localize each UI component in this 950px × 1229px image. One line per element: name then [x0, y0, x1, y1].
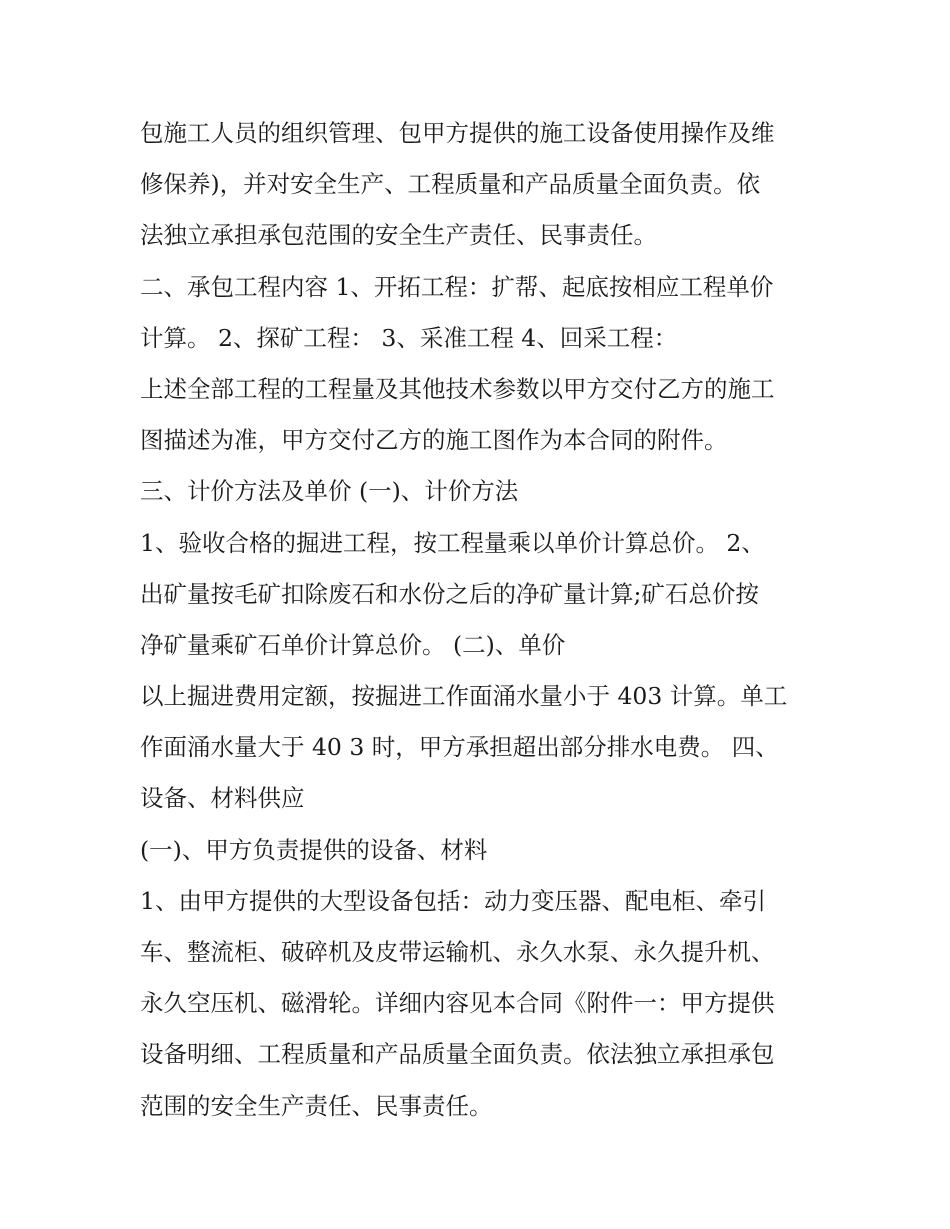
text-line-7: 图描述为准，甲方交付乙方的施工图作为本合同的附件。 [140, 426, 728, 455]
text-line-13: 作面涌水量大于 40 3 时，甲方承担超出部分排水电费。 四、 [140, 733, 779, 762]
text-line-5: 计算。 2、探矿工程： 3、采准工程 4、回采工程： [140, 323, 678, 352]
text-line-19: 设备明细、工程质量和产品质量全面负责。依法独立承担承包 [140, 1040, 775, 1069]
text-line-15: (一)、甲方负责提供的设备、材料 [140, 835, 488, 864]
text-line-18: 永久空压机、磁滑轮。详细内容见本合同《附件一：甲方提供 [140, 989, 775, 1018]
text-line-16: 1、由甲方提供的大型设备包括：动力变压器、配电柜、牵引 [140, 886, 766, 915]
text-line-8: 三、计价方法及单价 (一)、计价方法 [140, 477, 519, 506]
text-line-10: 出矿量按毛矿扣除废石和水份之后的净矿量计算;矿石总价按 [140, 579, 759, 608]
contract-body-text [140, 108, 820, 1132]
text-line-20: 范围的安全生产责任、民事责任。 [140, 1091, 493, 1120]
text-line-6: 上述全部工程的工程量及其他技术参数以甲方交付乙方的施工 [140, 374, 775, 403]
text-line-4: 二、承包工程内容 1、开拓工程：扩帮、起底按相应工程单价 [140, 272, 774, 301]
text-line-9: 1、验收合格的掘进工程，按工程量乘以单价计算总价。 2、 [140, 528, 765, 557]
text-line-1: 包施工人员的组织管理、包甲方提供的施工设备使用操作及维 [140, 119, 775, 147]
text-line-12: 以上掘进费用定额，按掘进工作面涌水量小于 403 计算。单工 [140, 682, 788, 711]
text-line-3: 法独立承担承包范围的安全生产责任、民事责任。 [140, 221, 657, 250]
text-line-2: 修保养)，并对安全生产、工程质量和产品质量全面负责。依 [140, 170, 761, 199]
text-line-11: 净矿量乘矿石单价计算总价。 (二)、单价 [140, 630, 566, 659]
text-line-17: 车、整流柜、破碎机及皮带运输机、永久水泵、永久提升机、 [140, 938, 775, 966]
text-line-14: 设备、材料供应 [140, 784, 305, 813]
